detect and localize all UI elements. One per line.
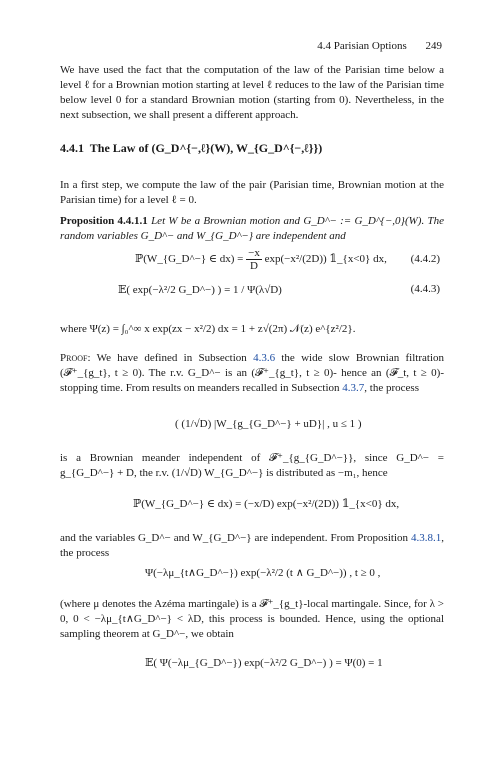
- eq1-lhs: ℙ(W_{G_D^−} ∈ dx) =: [135, 253, 244, 266]
- proposition-label: Proposition 4.4.1.1: [60, 215, 148, 227]
- proof-paragraph: [60, 351, 444, 396]
- para4-text-b: , the process: [60, 532, 444, 559]
- page-number: 249: [425, 40, 442, 52]
- subsection-number: 4.4.1: [60, 141, 84, 155]
- proposition: [60, 214, 444, 244]
- paragraph-independence: [60, 531, 444, 561]
- proof-text-b: the wide slow Brownian filtration (𝓕⁺_{g_t}, t ≥ 0). The r.v. G_D^− is an (𝓕⁺_{g_t}, t ≥ 0)- hence an (𝓕_t, t ≥ 0)- stopping time. From results on meanders recalled in Subsection: [60, 352, 444, 394]
- para4-text-a: and the variables G_D^− and W_{G_D^−} are independent. From Proposition: [60, 532, 411, 544]
- subsection-heading: [60, 141, 444, 156]
- paragraph-meander: is a Brownian meander independent of 𝓕⁺_{g_{G_D^−}}, since G_D^− = g_{G_D^−} + D, the r.v. (1/√D) W_{G_D^−} is distributed as −m₁, hence: [60, 452, 444, 479]
- proposition-text: Let W be a Brownian motion and G_D^− := G_D^{−,0}(W). The random variables G_D^− and W_{G_D^−} are independent and: [60, 215, 445, 242]
- ref-proposition-4-3-8-1[interactable]: 4.3.8.1: [411, 532, 442, 544]
- eq2-rhs: 1 / Ψ(λ√D): [233, 284, 282, 296]
- ref-subsection-4-3-7[interactable]: 4.3.7: [342, 382, 365, 394]
- eq1-fraction: $\frac{-x}{D}$: [248, 247, 260, 272]
- header-section: 4.4 Parisian Options: [317, 40, 407, 52]
- equation-number-4-4-3: (4.4.3): [410, 283, 440, 295]
- equation-number-4-4-2: (4.4.2): [410, 253, 440, 265]
- ref-subsection-4-3-6[interactable]: 4.3.6: [253, 352, 276, 364]
- paragraph-azema: (where μ denotes the Azéma martingale) is a 𝓕⁺_{g_t}-local martingale. Since, for λ > 0, 0 < −λμ_{t∧G_D^−} < λD, this process is bounded. Hence, using the optional sampling theorem at G_D^−, we obtain: [60, 598, 444, 640]
- proof-text-c: , the process: [364, 382, 419, 394]
- equation-meander: ( (1/√D) |W_{g_{G_D^−} + uD}| , u ≤ 1 ): [175, 418, 362, 430]
- eq2-lhs: 𝔼( exp(−λ²/2 G_D^−) ) =: [118, 284, 231, 296]
- equation-density: ℙ(W_{G_D^−} ∈ dx) = (−x/D) exp(−x²/(2D)) 𝟙_{x<0} dx,: [133, 498, 400, 510]
- equation-local-martingale: Ψ(−λμ_{t∧G_D^−}) exp(−λ²/2 (t ∧ G_D^−)) , t ≥ 0 ,: [145, 567, 381, 579]
- paragraph-intro: We have used the fact that the computation of the law of the Parisian time below a level ℓ for a Brownian motion starting at level ℓ reduces to the law of the Parisian time below level 0 for a standard Brownian motion (starting from 0). Nevertheless, in the next subsection, we shall present a different approach.: [60, 64, 444, 121]
- eq1-rhs: exp(−x²/(2D)) 𝟙_{x<0} dx,: [264, 253, 387, 266]
- proof-text-a: We have defined in Subsection: [96, 352, 254, 364]
- paragraph-first-step: In a first step, we compute the law of the pair (Parisian time, Brownian motion at the Parisian time) for a level ℓ = 0.: [60, 179, 444, 206]
- equation-4-4-3: [118, 283, 282, 296]
- subsection-title: The Law of (G_D^{−,ℓ}(W), W_{G_D^{−,ℓ}}): [89, 141, 323, 155]
- running-header: [317, 40, 442, 52]
- equation-optional-sampling: 𝔼( Ψ(−λμ_{G_D^−}) exp(−λ²/2 G_D^−) ) = Ψ(0) = 1: [145, 657, 383, 669]
- proof-label: Proof:: [60, 352, 91, 364]
- equation-4-4-2: [135, 247, 387, 272]
- psi-definition: where Ψ(z) = ∫₀^∞ x exp(zx − x²/2) dx = 1 + z√(2π) 𝒩(z) e^{z²/2}.: [60, 323, 356, 335]
